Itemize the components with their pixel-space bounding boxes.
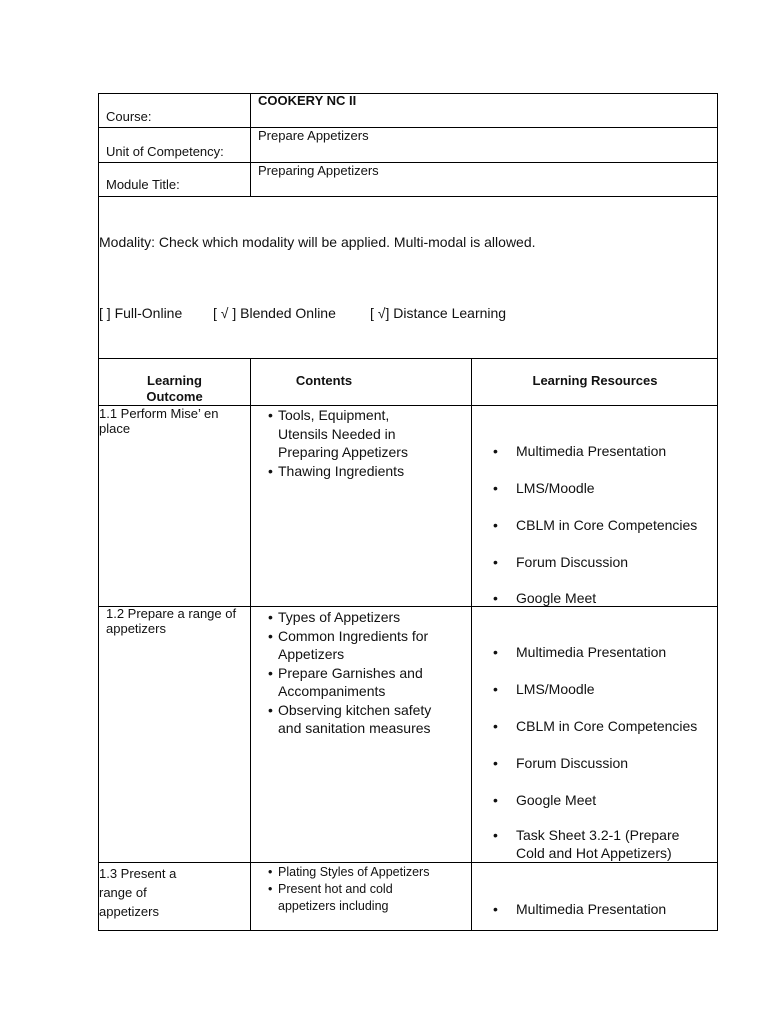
list-item: • CBLM in Core Competencies xyxy=(493,717,715,736)
modality-label-blended-online: Blended Online xyxy=(240,305,336,321)
modality-checkbox-blended-online: [ √ ] xyxy=(213,305,237,321)
modality-checkbox-full-online: [ ] xyxy=(99,305,111,321)
header-learning-resources: Learning Resources xyxy=(532,373,658,388)
resources-list-3 xyxy=(493,900,715,919)
column-divider-1 xyxy=(250,358,251,931)
list-item: • Tools, Equipment, Utensils Needed in Preparing Appetizers xyxy=(268,406,468,462)
column-divider-2 xyxy=(471,358,472,931)
contents-list-1 xyxy=(268,406,468,480)
list-item: • Multimedia Presentation xyxy=(493,643,715,662)
resources-list-2 xyxy=(493,643,715,863)
unit-label: Unit of Competency: xyxy=(106,144,224,159)
modality-option-blended-online xyxy=(213,305,336,321)
list-item: • LMS/Moodle xyxy=(493,479,715,498)
header-divider-3 xyxy=(98,196,718,197)
list-item: • Forum Discussion xyxy=(493,754,715,773)
list-item: • Common Ingredients for Appetizers xyxy=(268,627,468,664)
list-item: • Observing kitchen safety and sanitation measures xyxy=(268,701,468,738)
module-value: Preparing Appetizers xyxy=(258,163,379,178)
contents-list-2 xyxy=(268,608,468,738)
header-column-divider xyxy=(250,93,251,197)
outcome-1: 1.1 Perform Mise’ en place xyxy=(99,406,219,436)
unit-value: Prepare Appetizers xyxy=(258,128,369,143)
modality-label-full-online: Full-Online xyxy=(114,305,183,321)
table-top-line xyxy=(98,358,718,359)
module-label: Module Title: xyxy=(106,177,180,192)
list-item: • Multimedia Presentation xyxy=(493,900,715,919)
contents-list-3 xyxy=(268,864,468,915)
list-item: • Forum Discussion xyxy=(493,553,715,572)
modality-option-full-online xyxy=(99,305,182,321)
list-item: • Present hot and cold appetizers including xyxy=(268,881,468,915)
list-item: • CBLM in Core Competencies xyxy=(493,516,715,535)
list-item: • Google Meet xyxy=(493,589,715,608)
list-item: • Thawing Ingredients xyxy=(268,462,468,481)
modality-instruction: Modality: Check which modality will be applied. Multi-modal is allowed. xyxy=(99,234,536,250)
outcome-2: 1.2 Prepare a range of appetizers xyxy=(106,606,237,636)
header-divider-1 xyxy=(98,127,718,128)
course-value: COOKERY NC II xyxy=(258,93,357,108)
header-divider-2 xyxy=(98,162,718,163)
list-item: • Google Meet xyxy=(493,791,715,810)
list-item: • Multimedia Presentation xyxy=(493,442,715,461)
list-item: • Task Sheet 3.2-1 (Prepare Cold and Hot Appetizers) xyxy=(493,826,715,863)
modality-option-distance-learning xyxy=(370,305,506,321)
header-contents: Contents xyxy=(295,373,353,388)
resources-list-1 xyxy=(493,442,715,607)
list-item: • Plating Styles of Appetizers xyxy=(268,864,468,881)
list-item: • Types of Appetizers xyxy=(268,608,468,627)
list-item: • LMS/Moodle xyxy=(493,680,715,699)
header-learning-outcome: Learning Outcome xyxy=(146,373,203,405)
course-label: Course: xyxy=(106,109,152,124)
outcome-3: 1.3 Present a range of appetizers xyxy=(99,866,177,919)
modality-checkbox-distance-learning: [ √] xyxy=(370,305,390,321)
list-item: • Prepare Garnishes and Accompaniments xyxy=(268,664,468,701)
modality-label-distance-learning: Distance Learning xyxy=(393,305,507,321)
